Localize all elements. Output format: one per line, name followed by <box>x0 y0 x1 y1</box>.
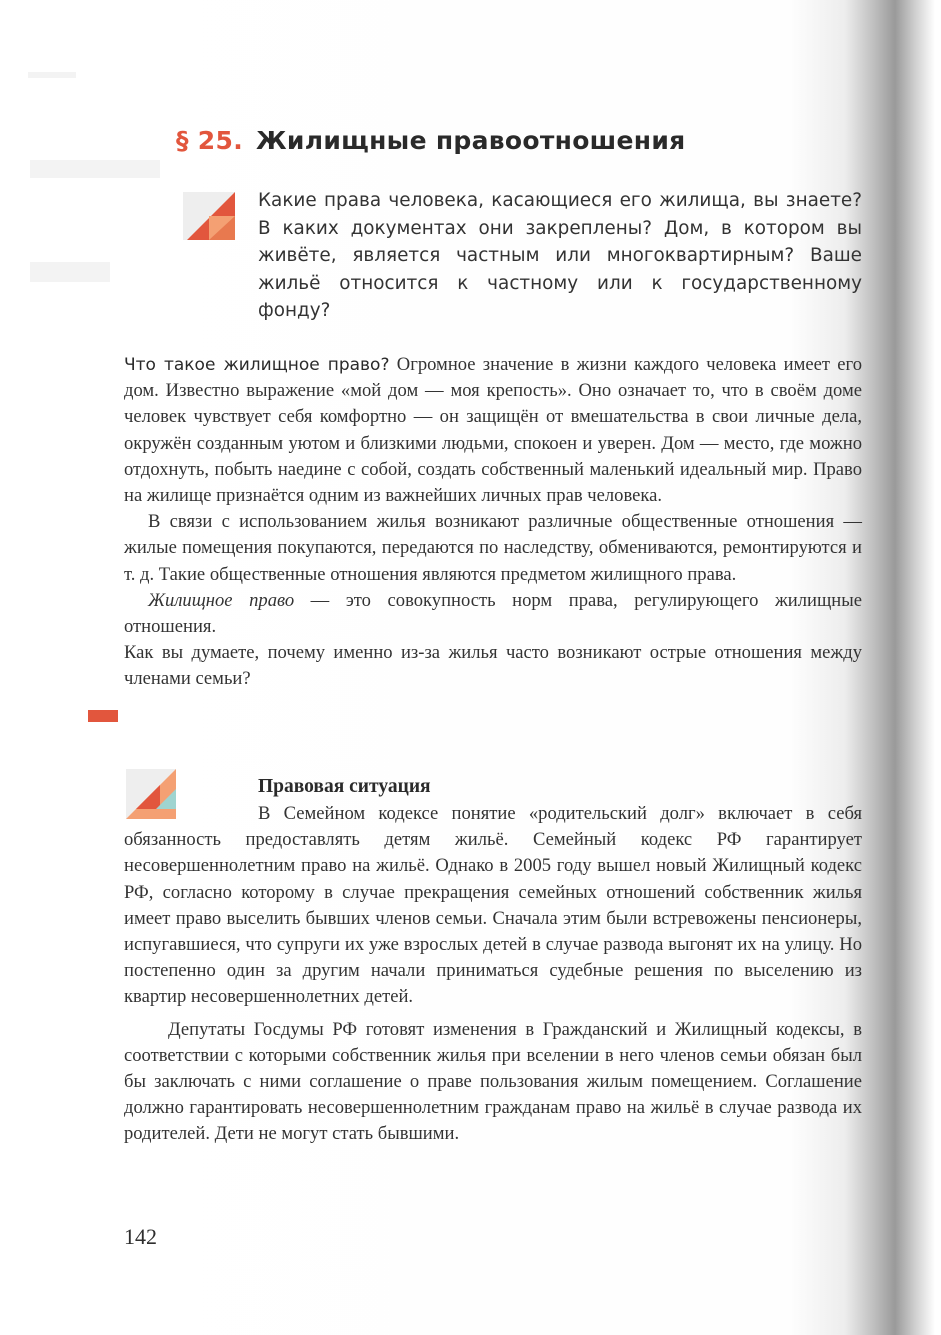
definition-paragraph <box>124 588 862 640</box>
bleed-through-mark <box>28 72 76 78</box>
paragraph <box>124 352 862 509</box>
intro-questions: Какие права человека, касающиеся его жилища, вы знаете? В каких документах они закреплены? Дом, в котором вы живёте, является частным или многоквартирным? Ваше жильё относится к частному или к государственному фонду? <box>258 190 862 321</box>
section-title <box>176 126 856 155</box>
paragraph: В Семейном кодексе понятие «родительский долг» включает в себя обязанность предоставлять детям жильё. Семейный кодекс РФ гарантирует несовершеннолетним право на жильё. Однако в 2005 году вышел новый Жилищный кодекс РФ, согласно которому в случае прекращения семейных отношений собственник жилья имеет право выселить бывших членов семьи. Сначала этим были встревожены пенсионеры, испугавшиеся, что супруги их уже взрослых детей в случае развода выгонят их на улицу. Но постепенно один за другим начали приниматься судебные решения по выселению из квартир несовершеннолетних детей. <box>124 803 862 1008</box>
paragraph: В связи с использованием жилья возникают различные общественные отношения — жилые помещения покупаются, передаются по наследству, обмениваются, ремонтируются и т. д. Такие общественные отношения являются предметом жилищного права. <box>124 511 862 585</box>
legal-case-heading: Правовая ситуация <box>258 776 431 797</box>
lead-question: Что такое жилищное право? <box>124 355 390 375</box>
paragraph-text: Огромное значение в жизни каждого человека имеет его дом. Известно выражение «мой дом — моя крепость». Оно означает то, что в своём доме человек чувствует себя комфортно — он защищён от вмешательства в свои личные дела, окружён созданным уютом и близкими людьми, спокоен и уверен. Дом — место, где можно отдохнуть, побыть наедине с собой, создать собственный маленький идеальный мир. Право на жилище признаётся одним из важнейших личных прав человека. <box>124 354 862 507</box>
definition-text: — это совокупность норм права, регулирующего жилищные отношения. <box>124 589 862 638</box>
reflection-question: Как вы думаете, почему именно из-за жилья часто возникают острые отношения между членами семьи? <box>124 642 862 690</box>
page-number: 142 <box>124 1224 157 1249</box>
questions-icon <box>183 192 235 240</box>
paragraph: Депутаты Госдумы РФ готовят изменения в Гражданский и Жилищный кодексы, в соответствии с которыми собственник жилья при вселении в него членов семьи обязан был бы заключать с ними соглашение о праве пользования жилым помещением. Соглашение должно гарантировать несовершеннолетним гражданам право на жильё в случае развода их родителей. Дети не могут стать бывшими. <box>124 1018 862 1145</box>
legal-case-text <box>124 801 862 1148</box>
definition-term: Жилищное право <box>148 589 295 611</box>
main-text <box>124 352 862 693</box>
section-heading: Жилищные правоотношения <box>256 126 686 155</box>
section-number: § 25. <box>176 126 243 155</box>
question-marker-icon <box>88 710 118 722</box>
bleed-through-mark <box>30 160 160 178</box>
bleed-through-mark <box>30 262 110 282</box>
